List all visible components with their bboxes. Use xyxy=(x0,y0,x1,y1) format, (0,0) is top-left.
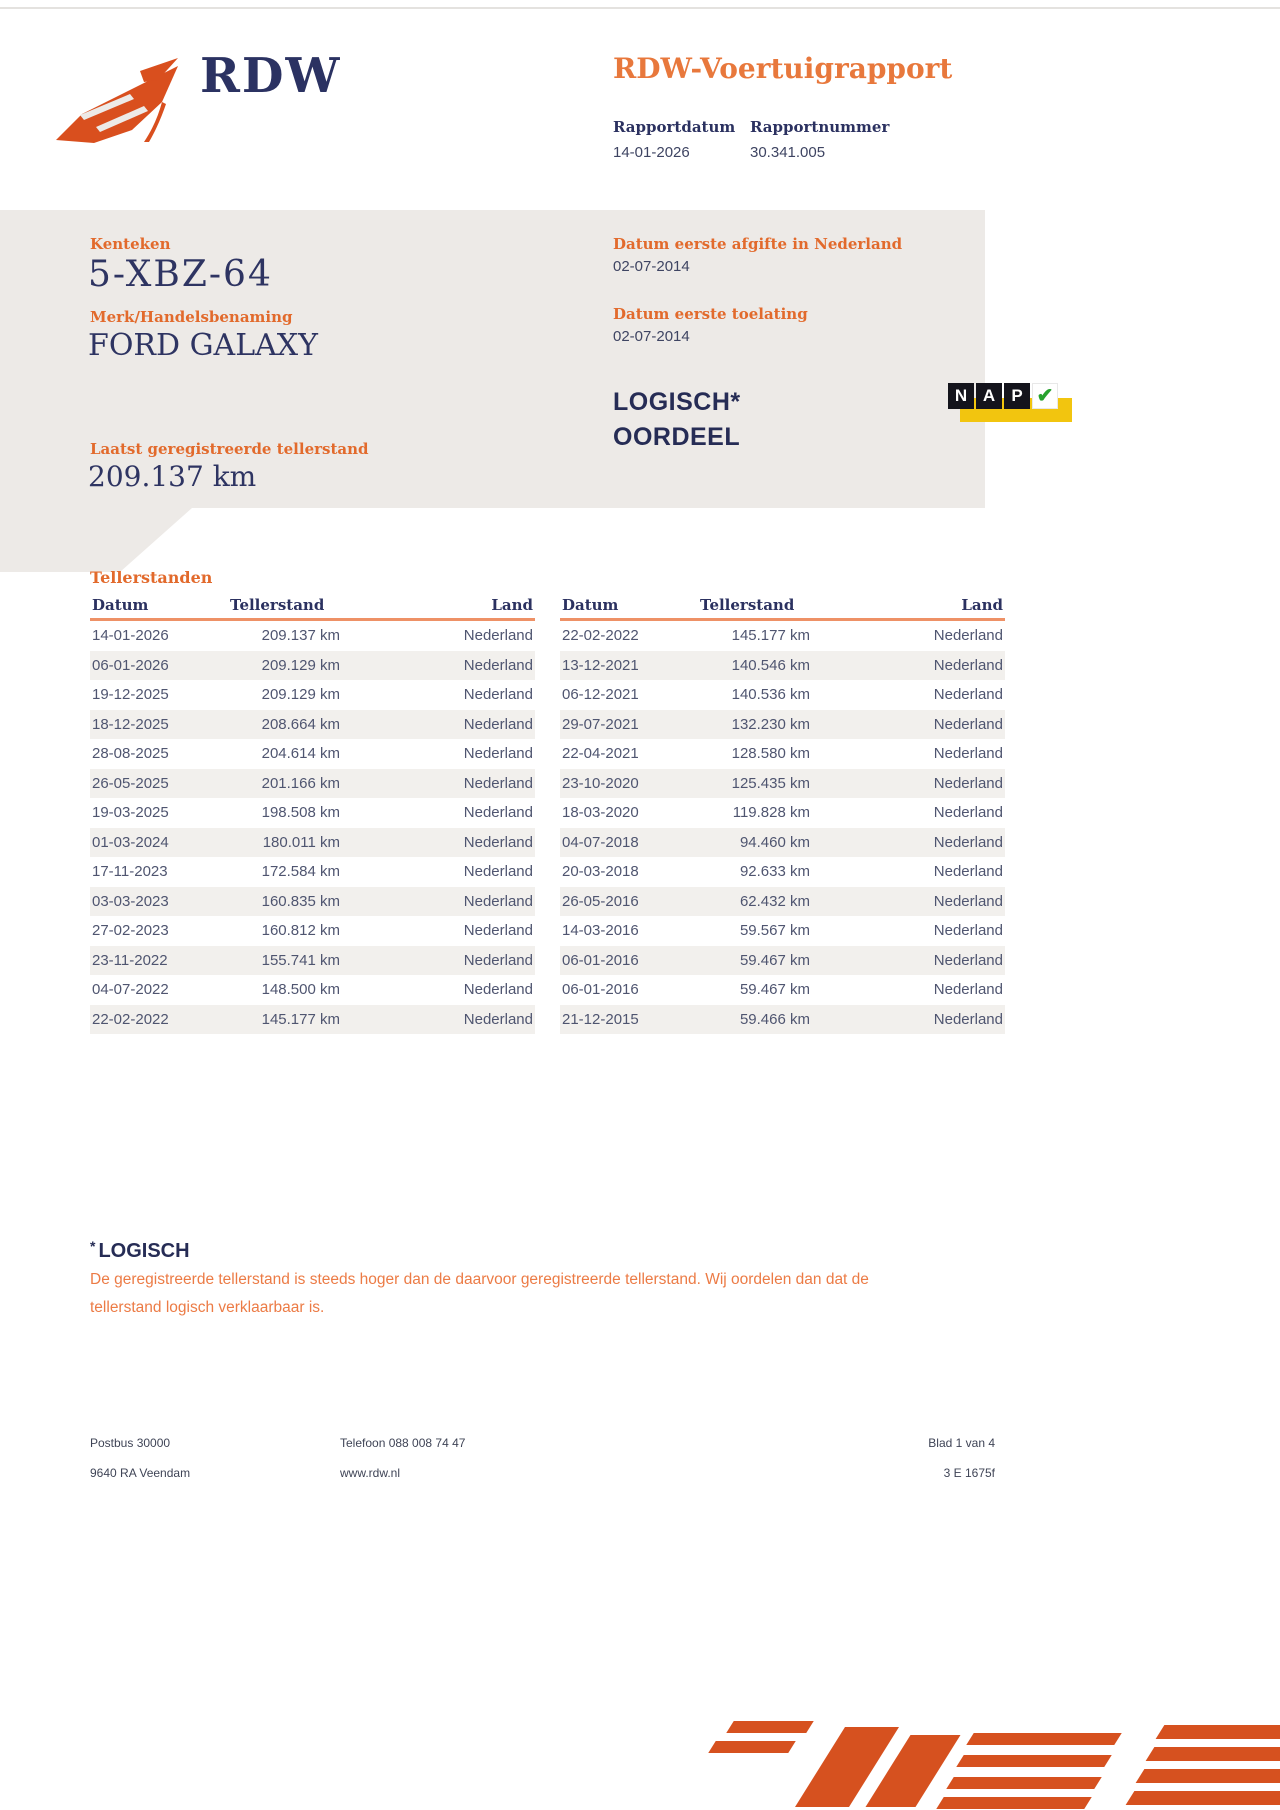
table-row xyxy=(90,680,535,710)
nap-logo xyxy=(948,383,1088,435)
col-header-land: Land xyxy=(961,596,1003,614)
col-header-datum: Datum xyxy=(92,596,149,614)
oordeel-line2: OORDEEL xyxy=(613,423,741,451)
footer-page-info xyxy=(795,1428,995,1488)
tellerstand-table-right xyxy=(560,596,1005,1034)
table-cell: Nederland xyxy=(933,1010,1003,1028)
table-cell: 28-08-2025 xyxy=(92,745,169,763)
table-cell: Nederland xyxy=(933,686,1003,704)
rdw-feather-logo-icon xyxy=(52,52,192,147)
table-row xyxy=(560,857,1005,887)
table-cell: Nederland xyxy=(933,804,1003,822)
table-cell: 62.432 km xyxy=(739,892,810,910)
oordeel-text xyxy=(613,385,741,455)
table-cell: Nederland xyxy=(463,804,533,822)
kenteken-value: 5-XBZ-64 xyxy=(88,254,273,295)
logisch-title-text: LOGISCH xyxy=(98,1240,190,1262)
table-cell: 01-03-2024 xyxy=(92,833,169,851)
table-cell: Nederland xyxy=(463,833,533,851)
toelating-value: 02-07-2014 xyxy=(613,328,690,345)
table-cell: 132.230 km xyxy=(731,715,810,733)
table-row xyxy=(90,887,535,917)
afgifte-label: Datum eerste afgifte in Nederland xyxy=(613,235,903,253)
tellerstand-table-left xyxy=(90,596,535,1034)
table-cell: Nederland xyxy=(463,951,533,969)
table-cell: Nederland xyxy=(463,745,533,763)
table-cell: Nederland xyxy=(463,1010,533,1028)
report-number-label: Rapportnummer xyxy=(750,118,890,136)
table-cell: Nederland xyxy=(463,981,533,999)
table-cell: Nederland xyxy=(933,745,1003,763)
table-row xyxy=(560,710,1005,740)
table-cell: 119.828 km xyxy=(732,804,810,822)
table-cell: 26-05-2025 xyxy=(92,774,169,792)
table-row xyxy=(560,621,1005,651)
table-cell: 18-12-2025 xyxy=(92,715,169,733)
col-header-tellerstand: Tellerstand xyxy=(230,596,325,614)
table-body xyxy=(90,621,535,1034)
table-cell: 140.536 km xyxy=(731,686,810,704)
table-cell: 198.508 km xyxy=(261,804,340,822)
table-cell: 22-04-2021 xyxy=(562,745,639,763)
table-cell: 172.584 km xyxy=(261,863,340,881)
table-row xyxy=(90,769,535,799)
footer-address-line2: 9640 RA Veendam xyxy=(90,1466,191,1480)
table-row xyxy=(90,710,535,740)
table-cell: 92.633 km xyxy=(739,863,810,881)
footer-website: www.rdw.nl xyxy=(340,1466,401,1480)
table-cell: 23-11-2022 xyxy=(92,951,168,969)
table-row xyxy=(560,916,1005,946)
footer-decorative-speed-lines-graphic xyxy=(660,1715,1280,1810)
table-row xyxy=(90,1005,535,1035)
table-cell: 26-05-2016 xyxy=(562,892,639,910)
table-row xyxy=(90,651,535,681)
decorative-stripe xyxy=(1136,1769,1280,1783)
explanation-line1: De geregistreerde tellerstand is steeds hoger dan de daarvoor geregistreerde tellerstand. Wij oordelen dan dat de xyxy=(90,1271,869,1288)
table-cell: 94.460 km xyxy=(739,833,810,851)
asterisk: * xyxy=(90,1238,96,1254)
table-cell: Nederland xyxy=(463,715,533,733)
table-cell: 22-02-2022 xyxy=(562,627,639,645)
kenteken-label: Kenteken xyxy=(90,235,171,253)
table-cell: 19-03-2025 xyxy=(92,804,169,822)
table-cell: Nederland xyxy=(933,981,1003,999)
logisch-explanation-title xyxy=(90,1238,190,1263)
table-cell: Nederland xyxy=(463,686,533,704)
table-cell: 13-12-2021 xyxy=(562,656,639,674)
table-cell: Nederland xyxy=(933,774,1003,792)
table-cell: Nederland xyxy=(933,922,1003,940)
table-row xyxy=(90,621,535,651)
table-cell: 160.835 km xyxy=(261,892,340,910)
table-cell: 209.137 km xyxy=(261,627,340,645)
table-cell: 19-12-2025 xyxy=(92,686,169,704)
table-row xyxy=(90,798,535,828)
oordeel-line1: LOGISCH* xyxy=(613,388,741,416)
table-row xyxy=(90,739,535,769)
col-header-tellerstand: Tellerstand xyxy=(700,596,795,614)
table-cell: 23-10-2020 xyxy=(562,774,639,792)
table-cell: 21-12-2015 xyxy=(562,1010,639,1028)
table-row xyxy=(560,828,1005,858)
table-cell: 03-03-2023 xyxy=(92,892,169,910)
table-cell: 59.567 km xyxy=(739,922,810,940)
table-cell: 06-01-2026 xyxy=(92,656,169,674)
decorative-stripe xyxy=(708,1741,795,1753)
table-row xyxy=(90,916,535,946)
tellerstanden-section-title: Tellerstanden xyxy=(90,568,213,587)
decorative-stripe xyxy=(966,1733,1121,1745)
table-row xyxy=(90,828,535,858)
decorative-stripe xyxy=(956,1755,1111,1767)
table-cell: 140.546 km xyxy=(731,656,810,674)
table-cell: Nederland xyxy=(933,951,1003,969)
table-row xyxy=(560,798,1005,828)
decorative-stripe xyxy=(946,1777,1101,1789)
table-cell: Nederland xyxy=(463,922,533,940)
nap-letter-n: N xyxy=(948,383,974,409)
table-cell: 204.614 km xyxy=(261,745,340,763)
afgifte-value: 02-07-2014 xyxy=(613,258,690,275)
rdw-logo-text: RDW xyxy=(200,48,342,104)
table-cell: Nederland xyxy=(933,833,1003,851)
table-row xyxy=(560,739,1005,769)
footer-address-line1: Postbus 30000 xyxy=(90,1436,171,1450)
table-cell: 148.500 km xyxy=(261,981,340,999)
table-cell: 06-01-2016 xyxy=(562,981,639,999)
nap-letter-a: A xyxy=(976,383,1002,409)
table-cell: 209.129 km xyxy=(261,686,340,704)
table-cell: 59.466 km xyxy=(739,1010,810,1028)
top-divider xyxy=(0,7,1280,9)
table-cell: Nederland xyxy=(463,656,533,674)
decorative-stripe xyxy=(1156,1725,1280,1739)
table-header-row xyxy=(560,596,1005,621)
table-cell: 155.741 km xyxy=(261,951,340,969)
col-header-land: Land xyxy=(491,596,533,614)
table-cell: Nederland xyxy=(933,627,1003,645)
table-cell: 06-12-2021 xyxy=(562,686,639,704)
table-row xyxy=(560,680,1005,710)
report-number-value: 30.341.005 xyxy=(750,144,826,161)
table-header-row xyxy=(90,596,535,621)
table-cell: 59.467 km xyxy=(739,951,810,969)
decorative-stripe xyxy=(1126,1791,1280,1805)
table-cell: 04-07-2022 xyxy=(92,981,169,999)
laatste-tellerstand-label: Laatst geregistreerde tellerstand xyxy=(90,440,369,458)
table-cell: 20-03-2018 xyxy=(562,863,639,881)
merk-value: FORD GALAXY xyxy=(88,328,318,363)
report-date-value: 14-01-2026 xyxy=(613,144,690,161)
table-row xyxy=(90,857,535,887)
decorative-stripe xyxy=(726,1721,813,1733)
table-row xyxy=(560,651,1005,681)
table-row xyxy=(90,975,535,1005)
table-cell: 160.812 km xyxy=(261,922,340,940)
table-cell: Nederland xyxy=(933,715,1003,733)
table-cell: 29-07-2021 xyxy=(562,715,639,733)
table-cell: 128.580 km xyxy=(731,745,810,763)
table-cell: 18-03-2020 xyxy=(562,804,639,822)
table-cell: Nederland xyxy=(463,627,533,645)
logisch-explanation-body xyxy=(90,1266,970,1322)
explanation-line2: tellerstand logisch verklaarbaar is. xyxy=(90,1299,325,1316)
table-cell: Nederland xyxy=(933,863,1003,881)
table-row xyxy=(560,946,1005,976)
table-row xyxy=(90,946,535,976)
footer-address xyxy=(90,1428,190,1488)
table-cell: 14-01-2026 xyxy=(92,627,169,645)
table-cell: 17-11-2023 xyxy=(92,863,168,881)
table-cell: 04-07-2018 xyxy=(562,833,639,851)
decorative-stripe xyxy=(1146,1747,1280,1761)
footer-phone: Telefoon 088 008 74 47 xyxy=(340,1436,466,1450)
page-title: RDW-Voertuigrapport xyxy=(613,52,953,85)
table-cell: Nederland xyxy=(463,892,533,910)
table-cell: Nederland xyxy=(933,892,1003,910)
table-cell: 209.129 km xyxy=(261,656,340,674)
table-body xyxy=(560,621,1005,1034)
table-cell: 201.166 km xyxy=(261,774,340,792)
footer-contact xyxy=(340,1428,465,1488)
nap-letter-p: P xyxy=(1004,383,1030,409)
nap-check-icon: ✔ xyxy=(1032,383,1058,409)
table-cell: 22-02-2022 xyxy=(92,1010,169,1028)
table-cell: 145.177 km xyxy=(731,627,810,645)
table-cell: Nederland xyxy=(463,863,533,881)
table-row xyxy=(560,975,1005,1005)
table-cell: 125.435 km xyxy=(731,774,810,792)
table-cell: Nederland xyxy=(463,774,533,792)
footer-page-number: Blad 1 van 4 xyxy=(928,1436,995,1450)
footer-form-code: 3 E 1675f xyxy=(943,1466,995,1480)
table-cell: 180.011 km xyxy=(262,833,340,851)
laatste-tellerstand-value: 209.137 km xyxy=(88,460,257,493)
decorative-stripe xyxy=(936,1797,1091,1809)
table-cell: 59.467 km xyxy=(739,981,810,999)
table-row xyxy=(560,887,1005,917)
table-row xyxy=(560,769,1005,799)
table-cell: 14-03-2016 xyxy=(562,922,639,940)
merk-label: Merk/Handelsbenaming xyxy=(90,308,293,326)
table-cell: 145.177 km xyxy=(261,1010,340,1028)
toelating-label: Datum eerste toelating xyxy=(613,305,808,323)
report-date-label: Rapportdatum xyxy=(613,118,736,136)
table-row xyxy=(560,1005,1005,1035)
table-cell: 06-01-2016 xyxy=(562,951,639,969)
table-cell: 208.664 km xyxy=(261,715,340,733)
table-cell: Nederland xyxy=(933,656,1003,674)
table-cell: 27-02-2023 xyxy=(92,922,169,940)
col-header-datum: Datum xyxy=(562,596,619,614)
